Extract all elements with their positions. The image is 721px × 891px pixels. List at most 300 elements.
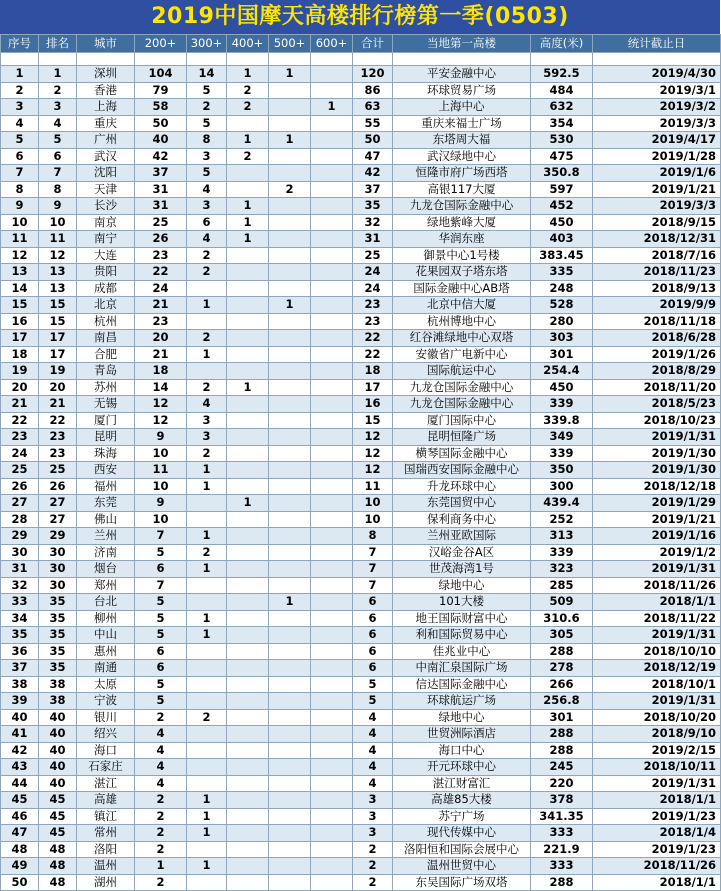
cell-date: 2019/1/23 <box>593 808 721 825</box>
cell-c400 <box>227 759 269 776</box>
cell-city: 大连 <box>77 247 135 264</box>
cell-seq: 23 <box>1 429 39 446</box>
cell-c600 <box>311 858 353 875</box>
cell-c400 <box>227 676 269 693</box>
cell-c400 <box>227 363 269 380</box>
cell-height: 333 <box>531 825 593 842</box>
cell-total: 6 <box>353 610 393 627</box>
cell-c600 <box>311 511 353 528</box>
cell-c600 <box>311 742 353 759</box>
cell-c300 <box>187 726 227 743</box>
cell-c600 <box>311 693 353 710</box>
cell-seq: 36 <box>1 643 39 660</box>
table-row <box>1 643 721 660</box>
cell-city: 中山 <box>77 627 135 644</box>
cell-total: 12 <box>353 429 393 446</box>
cell-total: 25 <box>353 247 393 264</box>
cell-building: 绿地紫峰大厦 <box>393 214 531 231</box>
table-row <box>1 148 721 165</box>
cell-city: 洛阳 <box>77 841 135 858</box>
cell-c400: 1 <box>227 214 269 231</box>
cell-date: 2019/1/28 <box>593 148 721 165</box>
cell-c300: 4 <box>187 181 227 198</box>
cell-total: 11 <box>353 478 393 495</box>
cell-c400 <box>227 775 269 792</box>
cell-c600 <box>311 709 353 726</box>
cell-rank: 30 <box>39 561 77 578</box>
cell-total: 6 <box>353 594 393 611</box>
cell-rank: 21 <box>39 396 77 413</box>
cell-c500 <box>269 247 311 264</box>
cell-height: 221.9 <box>531 841 593 858</box>
cell-total: 2 <box>353 841 393 858</box>
cell-city: 海口 <box>77 742 135 759</box>
cell-c500 <box>269 396 311 413</box>
cell-rank: 19 <box>39 363 77 380</box>
cell-c300: 2 <box>187 330 227 347</box>
table-row <box>1 115 721 132</box>
cell-total: 22 <box>353 346 393 363</box>
cell-city: 太原 <box>77 676 135 693</box>
cell-total: 22 <box>353 330 393 347</box>
cell-c500 <box>269 841 311 858</box>
cell-c200: 2 <box>135 792 187 809</box>
cell-date: 2018/9/15 <box>593 214 721 231</box>
cell-c400: 2 <box>227 148 269 165</box>
cell-rank: 30 <box>39 544 77 561</box>
cell-total: 8 <box>353 528 393 545</box>
cell-c500 <box>269 115 311 132</box>
cell-seq: 27 <box>1 495 39 512</box>
cell-building: 温州世贸中心 <box>393 858 531 875</box>
cell-c500 <box>269 610 311 627</box>
cell-c400 <box>227 693 269 710</box>
cell-rank: 48 <box>39 841 77 858</box>
cell-c500 <box>269 346 311 363</box>
cell-c400 <box>227 462 269 479</box>
cell-city: 西安 <box>77 462 135 479</box>
cell-building: 高银117大厦 <box>393 181 531 198</box>
cell-c600 <box>311 676 353 693</box>
cell-rank: 40 <box>39 726 77 743</box>
cell-seq: 1 <box>1 66 39 83</box>
cell-seq: 44 <box>1 775 39 792</box>
cell-height: 339 <box>531 544 593 561</box>
cell-height: 450 <box>531 379 593 396</box>
cell-total: 32 <box>353 214 393 231</box>
cell-c500 <box>269 412 311 429</box>
cell-date: 2018/10/23 <box>593 412 721 429</box>
cell-c600 <box>311 412 353 429</box>
cell-building: 九龙仓国际金融中心 <box>393 379 531 396</box>
cell-rank: 15 <box>39 313 77 330</box>
cell-height: 303 <box>531 330 593 347</box>
cell-building: 国际航运中心 <box>393 363 531 380</box>
cell-height: 439.4 <box>531 495 593 512</box>
cell-city: 湛江 <box>77 775 135 792</box>
cell-building: 现代传媒中心 <box>393 825 531 842</box>
cell-c600 <box>311 726 353 743</box>
cell-date: 2018/9/13 <box>593 280 721 297</box>
cell-c200: 20 <box>135 330 187 347</box>
cell-c300 <box>187 775 227 792</box>
cell-c300 <box>187 742 227 759</box>
table-row <box>1 759 721 776</box>
cell-city: 烟台 <box>77 561 135 578</box>
cell-c400: 1 <box>227 66 269 83</box>
cell-city: 武汉 <box>77 148 135 165</box>
cell-seq: 18 <box>1 346 39 363</box>
cell-rank: 17 <box>39 346 77 363</box>
cell-building: 东莞国贸中心 <box>393 495 531 512</box>
cell-c300: 2 <box>187 544 227 561</box>
cell-c600 <box>311 561 353 578</box>
cell-c400 <box>227 478 269 495</box>
cell-rank: 25 <box>39 462 77 479</box>
cell-c400 <box>227 412 269 429</box>
cell-c200: 23 <box>135 247 187 264</box>
cell-date: 2018/12/31 <box>593 231 721 248</box>
cell-c200: 6 <box>135 643 187 660</box>
cell-c600 <box>311 759 353 776</box>
cell-c300: 2 <box>187 379 227 396</box>
cell-seq: 26 <box>1 478 39 495</box>
cell-building: 武汉绿地中心 <box>393 148 531 165</box>
cell-c500 <box>269 693 311 710</box>
cell-total: 24 <box>353 264 393 281</box>
cell-height: 354 <box>531 115 593 132</box>
table-row <box>1 825 721 842</box>
cell-rank: 48 <box>39 874 77 891</box>
cell-c200: 21 <box>135 297 187 314</box>
table-row <box>1 726 721 743</box>
cell-c300 <box>187 363 227 380</box>
cell-rank: 45 <box>39 808 77 825</box>
cell-city: 南宁 <box>77 231 135 248</box>
cell-date: 2018/1/4 <box>593 825 721 842</box>
cell-rank: 13 <box>39 264 77 281</box>
cell-c400 <box>227 561 269 578</box>
cell-building: 绿地中心 <box>393 709 531 726</box>
cell-building: 洛阳恒和国际会展中心 <box>393 841 531 858</box>
cell-c300: 4 <box>187 231 227 248</box>
cell-rank: 1 <box>39 66 77 83</box>
table-row <box>1 808 721 825</box>
table-row <box>1 544 721 561</box>
cell-c300 <box>187 280 227 297</box>
cell-building: 世茂海湾1号 <box>393 561 531 578</box>
cell-c500 <box>269 775 311 792</box>
cell-c400: 1 <box>227 198 269 215</box>
cell-c300: 2 <box>187 99 227 116</box>
cell-total: 4 <box>353 742 393 759</box>
cell-c200: 10 <box>135 511 187 528</box>
cell-total: 47 <box>353 148 393 165</box>
cell-building: 开元环球中心 <box>393 759 531 776</box>
cell-c200: 12 <box>135 396 187 413</box>
cell-c600 <box>311 544 353 561</box>
table-row <box>1 495 721 512</box>
cell-date: 2019/4/30 <box>593 66 721 83</box>
cell-building: 北京中信大厦 <box>393 297 531 314</box>
cell-c600 <box>311 66 353 83</box>
cell-c300: 1 <box>187 561 227 578</box>
cell-date: 2019/1/31 <box>593 561 721 578</box>
cell-city: 沈阳 <box>77 165 135 182</box>
cell-c500 <box>269 709 311 726</box>
cell-seq: 7 <box>1 165 39 182</box>
table-row <box>1 297 721 314</box>
cell-c200: 4 <box>135 742 187 759</box>
cell-c300 <box>187 676 227 693</box>
cell-c300: 1 <box>187 792 227 809</box>
cell-date: 2019/1/16 <box>593 528 721 545</box>
cell-building: 九龙仓国际金融中心 <box>393 396 531 413</box>
cell-c600 <box>311 396 353 413</box>
cell-c500 <box>269 231 311 248</box>
cell-height: 301 <box>531 346 593 363</box>
cell-building: 保利商务中心 <box>393 511 531 528</box>
cell-c200: 31 <box>135 198 187 215</box>
cell-date: 2019/1/30 <box>593 462 721 479</box>
table-row <box>1 66 721 83</box>
cell-c600 <box>311 132 353 149</box>
cell-rank: 23 <box>39 445 77 462</box>
cell-c300: 3 <box>187 412 227 429</box>
cell-c500 <box>269 577 311 594</box>
cell-c200: 6 <box>135 561 187 578</box>
cell-c200: 23 <box>135 313 187 330</box>
cell-total: 50 <box>353 132 393 149</box>
cell-c400 <box>227 825 269 842</box>
cell-city: 杭州 <box>77 313 135 330</box>
cell-rank: 40 <box>39 775 77 792</box>
cell-rank: 7 <box>39 165 77 182</box>
cell-date: 2019/1/26 <box>593 346 721 363</box>
cell-height: 220 <box>531 775 593 792</box>
cell-total: 4 <box>353 759 393 776</box>
cell-c200: 31 <box>135 181 187 198</box>
cell-c500 <box>269 528 311 545</box>
cell-total: 6 <box>353 660 393 677</box>
cell-rank: 35 <box>39 643 77 660</box>
cell-city: 郑州 <box>77 577 135 594</box>
cell-building: 绿地中心 <box>393 577 531 594</box>
cell-c300: 1 <box>187 610 227 627</box>
cell-date: 2018/10/11 <box>593 759 721 776</box>
cell-c400 <box>227 742 269 759</box>
cell-rank: 11 <box>39 231 77 248</box>
cell-c300: 3 <box>187 148 227 165</box>
cell-c300: 1 <box>187 462 227 479</box>
cell-city: 高雄 <box>77 792 135 809</box>
cell-height: 288 <box>531 643 593 660</box>
cell-seq: 47 <box>1 825 39 842</box>
cell-c400 <box>227 445 269 462</box>
cell-c300 <box>187 759 227 776</box>
table-row <box>1 132 721 149</box>
cell-c200: 9 <box>135 429 187 446</box>
cell-c600 <box>311 148 353 165</box>
cell-height: 378 <box>531 792 593 809</box>
cell-height: 285 <box>531 577 593 594</box>
cell-c200: 104 <box>135 66 187 83</box>
cell-height: 509 <box>531 594 593 611</box>
cell-rank: 40 <box>39 742 77 759</box>
cell-total: 4 <box>353 726 393 743</box>
cell-seq: 38 <box>1 676 39 693</box>
cell-building: 昆明恒隆广场 <box>393 429 531 446</box>
cell-rank: 35 <box>39 610 77 627</box>
cell-c200: 50 <box>135 115 187 132</box>
cell-c400: 1 <box>227 379 269 396</box>
cell-c200: 5 <box>135 676 187 693</box>
cell-c200: 5 <box>135 693 187 710</box>
cell-c300: 5 <box>187 165 227 182</box>
table-row <box>1 775 721 792</box>
cell-city: 石家庄 <box>77 759 135 776</box>
cell-date: 2018/11/26 <box>593 577 721 594</box>
cell-building: 湛江财富汇 <box>393 775 531 792</box>
cell-c600 <box>311 594 353 611</box>
table-row <box>1 264 721 281</box>
cell-building: 佳兆业中心 <box>393 643 531 660</box>
cell-building: 上海中心 <box>393 99 531 116</box>
cell-city: 成都 <box>77 280 135 297</box>
cell-rank: 4 <box>39 115 77 132</box>
cell-city: 柳州 <box>77 610 135 627</box>
cell-total: 42 <box>353 165 393 182</box>
cell-c600 <box>311 330 353 347</box>
cell-c400 <box>227 594 269 611</box>
table-row <box>1 412 721 429</box>
cell-date: 2018/1/1 <box>593 874 721 891</box>
cell-height: 597 <box>531 181 593 198</box>
cell-c300 <box>187 660 227 677</box>
cell-building: 东塔周大福 <box>393 132 531 149</box>
cell-c200: 37 <box>135 165 187 182</box>
cell-c500 <box>269 561 311 578</box>
cell-height: 592.5 <box>531 66 593 83</box>
cell-total: 86 <box>353 82 393 99</box>
cell-building: 海口中心 <box>393 742 531 759</box>
header-total: 合计 <box>353 35 393 53</box>
cell-rank: 27 <box>39 511 77 528</box>
cell-c500 <box>269 643 311 660</box>
header-city: 城市 <box>77 35 135 53</box>
cell-c300: 2 <box>187 264 227 281</box>
cell-height: 339 <box>531 445 593 462</box>
cell-height: 452 <box>531 198 593 215</box>
cell-c500 <box>269 792 311 809</box>
cell-date: 2018/11/22 <box>593 610 721 627</box>
cell-rank: 8 <box>39 181 77 198</box>
cell-c600 <box>311 874 353 891</box>
cell-city: 绍兴 <box>77 726 135 743</box>
cell-c500 <box>269 759 311 776</box>
cell-rank: 29 <box>39 528 77 545</box>
cell-c200: 4 <box>135 726 187 743</box>
cell-total: 10 <box>353 495 393 512</box>
header-c300: 300+ <box>187 35 227 53</box>
cell-c200: 22 <box>135 264 187 281</box>
cell-c400 <box>227 297 269 314</box>
cell-height: 383.45 <box>531 247 593 264</box>
cell-rank: 48 <box>39 858 77 875</box>
cell-date: 2019/3/3 <box>593 115 721 132</box>
cell-date: 2019/1/31 <box>593 627 721 644</box>
cell-c600 <box>311 808 353 825</box>
cell-seq: 33 <box>1 594 39 611</box>
cell-rank: 30 <box>39 577 77 594</box>
cell-city: 宁波 <box>77 693 135 710</box>
cell-height: 254.4 <box>531 363 593 380</box>
cell-c300: 2 <box>187 709 227 726</box>
cell-city: 珠海 <box>77 445 135 462</box>
cell-c400 <box>227 396 269 413</box>
cell-seq: 31 <box>1 561 39 578</box>
cell-c200: 42 <box>135 148 187 165</box>
cell-seq: 32 <box>1 577 39 594</box>
header-c600: 600+ <box>311 35 353 53</box>
cell-total: 23 <box>353 297 393 314</box>
cell-c200: 6 <box>135 660 187 677</box>
cell-seq: 39 <box>1 693 39 710</box>
header-rank: 排名 <box>39 35 77 53</box>
cell-c200: 5 <box>135 594 187 611</box>
cell-building: 横琴国际金融中心 <box>393 445 531 462</box>
cell-total: 3 <box>353 792 393 809</box>
cell-c500: 1 <box>269 66 311 83</box>
cell-rank: 45 <box>39 792 77 809</box>
cell-c400 <box>227 610 269 627</box>
cell-c300: 1 <box>187 346 227 363</box>
cell-rank: 40 <box>39 759 77 776</box>
cell-c200: 24 <box>135 280 187 297</box>
cell-c600 <box>311 165 353 182</box>
cell-c600 <box>311 214 353 231</box>
cell-c500: 1 <box>269 132 311 149</box>
cell-rank: 35 <box>39 627 77 644</box>
cell-c500 <box>269 379 311 396</box>
cell-c500 <box>269 544 311 561</box>
cell-date: 2019/1/2 <box>593 544 721 561</box>
cell-c400: 1 <box>227 231 269 248</box>
cell-c400: 1 <box>227 132 269 149</box>
cell-city: 香港 <box>77 82 135 99</box>
cell-seq: 5 <box>1 132 39 149</box>
cell-seq: 50 <box>1 874 39 891</box>
cell-seq: 20 <box>1 379 39 396</box>
cell-c400 <box>227 511 269 528</box>
cell-c600 <box>311 198 353 215</box>
cell-c300: 1 <box>187 528 227 545</box>
cell-c400 <box>227 808 269 825</box>
cell-c200: 18 <box>135 363 187 380</box>
cell-total: 120 <box>353 66 393 83</box>
cell-total: 5 <box>353 693 393 710</box>
cell-c400 <box>227 280 269 297</box>
cell-c400 <box>227 346 269 363</box>
cell-date: 2018/11/23 <box>593 264 721 281</box>
cell-city: 重庆 <box>77 115 135 132</box>
cell-rank: 35 <box>39 660 77 677</box>
cell-c400 <box>227 841 269 858</box>
cell-seq: 8 <box>1 181 39 198</box>
cell-city: 常州 <box>77 825 135 842</box>
cell-rank: 27 <box>39 495 77 512</box>
header-date: 统计截止日 <box>593 35 721 53</box>
